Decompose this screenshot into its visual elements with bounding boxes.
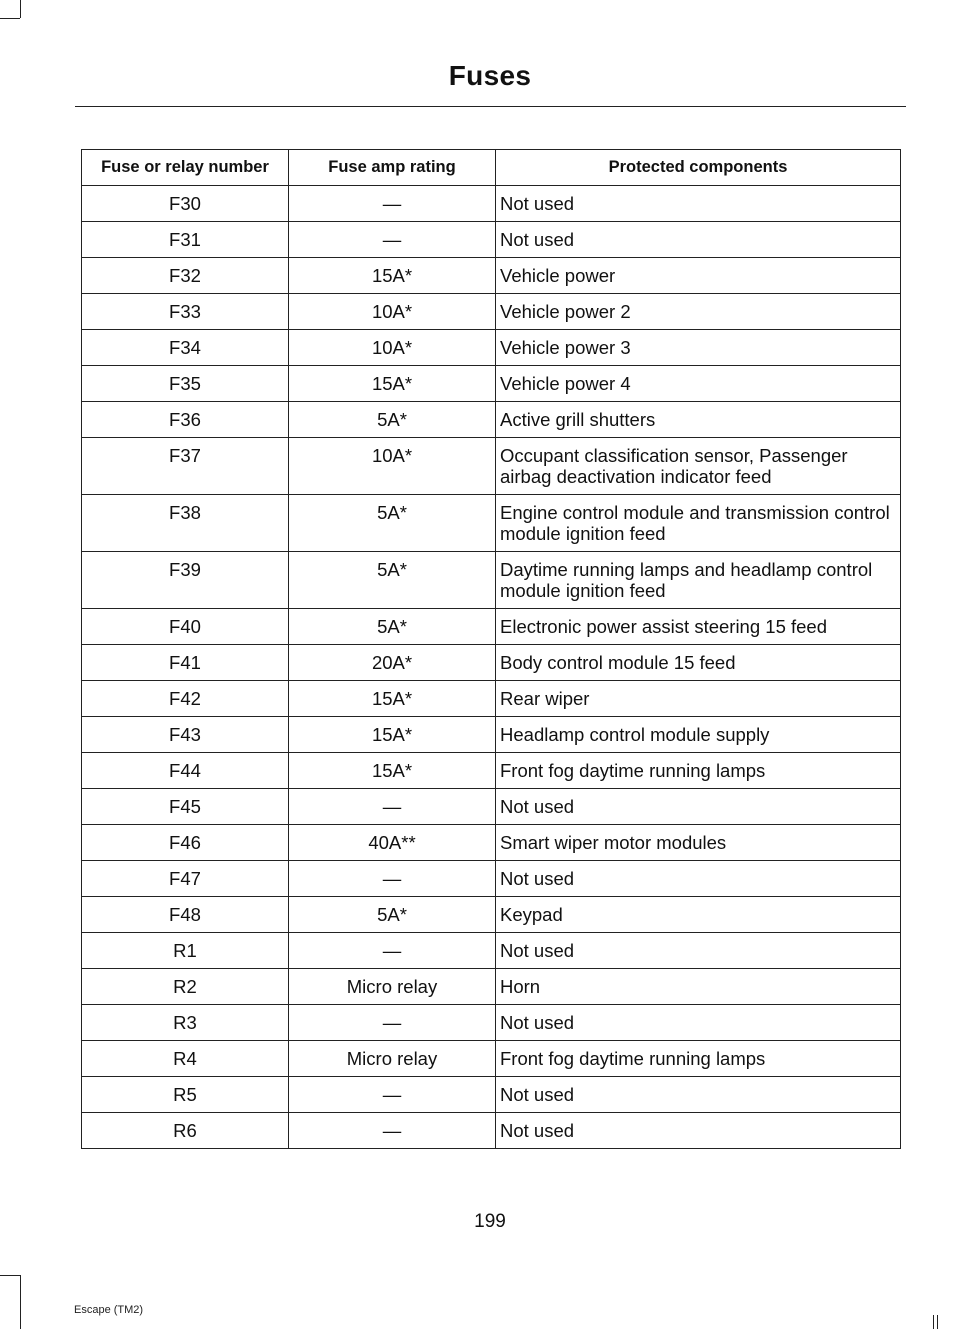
cell-fuse-number: F48 — [82, 897, 289, 933]
cell-fuse-number: F30 — [82, 186, 289, 222]
cell-protected-component: Not used — [496, 222, 901, 258]
cell-protected-component: Electronic power assist steering 15 feed — [496, 609, 901, 645]
cell-protected-component: Vehicle power — [496, 258, 901, 294]
cell-fuse-number: F35 — [82, 366, 289, 402]
cell-protected-component: Not used — [496, 933, 901, 969]
table-row — [82, 330, 901, 366]
table-header-row — [82, 150, 901, 186]
cell-amp-rating: 5A* — [289, 402, 496, 438]
cell-amp-rating: — — [289, 933, 496, 969]
cell-fuse-number: F32 — [82, 258, 289, 294]
cell-protected-component: Headlamp control module supply — [496, 717, 901, 753]
crop-mark-top-left-v — [20, 0, 21, 18]
header-amp-rating: Fuse amp rating — [289, 150, 496, 186]
cell-amp-rating: 15A* — [289, 366, 496, 402]
cell-fuse-number: F43 — [82, 717, 289, 753]
table-row — [82, 294, 901, 330]
cell-protected-component: Vehicle power 2 — [496, 294, 901, 330]
cell-fuse-number: F36 — [82, 402, 289, 438]
cell-fuse-number: F40 — [82, 609, 289, 645]
table-row — [82, 1005, 901, 1041]
cell-fuse-number: F42 — [82, 681, 289, 717]
table-row — [82, 717, 901, 753]
cell-fuse-number: F41 — [82, 645, 289, 681]
table-row — [82, 645, 901, 681]
cell-fuse-number: F39 — [82, 552, 289, 609]
cell-fuse-number: R5 — [82, 1077, 289, 1113]
cell-protected-component: Daytime running lamps and headlamp control module ignition feed — [496, 552, 901, 609]
cell-protected-component: Front fog daytime running lamps — [496, 753, 901, 789]
cell-fuse-number: F38 — [82, 495, 289, 552]
cell-fuse-number: R1 — [82, 933, 289, 969]
table-row — [82, 969, 901, 1005]
cell-fuse-number: F33 — [82, 294, 289, 330]
cell-protected-component: Body control module 15 feed — [496, 645, 901, 681]
cell-amp-rating: 10A* — [289, 438, 496, 495]
crop-mark-bottom-left-h — [0, 1275, 20, 1276]
cell-protected-component: Not used — [496, 1005, 901, 1041]
cell-protected-component: Not used — [496, 861, 901, 897]
cell-fuse-number: F44 — [82, 753, 289, 789]
cell-amp-rating: — — [289, 1005, 496, 1041]
cell-amp-rating: 5A* — [289, 552, 496, 609]
cell-protected-component: Rear wiper — [496, 681, 901, 717]
cell-protected-component: Not used — [496, 789, 901, 825]
cell-protected-component: Not used — [496, 1113, 901, 1149]
cell-fuse-number: R6 — [82, 1113, 289, 1149]
cell-protected-component: Front fog daytime running lamps — [496, 1041, 901, 1077]
cell-amp-rating: — — [289, 186, 496, 222]
cell-amp-rating: 5A* — [289, 495, 496, 552]
table-row — [82, 1113, 901, 1149]
cell-protected-component: Keypad — [496, 897, 901, 933]
cell-protected-component: Vehicle power 4 — [496, 366, 901, 402]
cell-fuse-number: R3 — [82, 1005, 289, 1041]
cell-amp-rating: 15A* — [289, 753, 496, 789]
table-row — [82, 681, 901, 717]
table-row — [82, 825, 901, 861]
table-row — [82, 495, 901, 552]
table-row — [82, 438, 901, 495]
cell-fuse-number: F34 — [82, 330, 289, 366]
cell-fuse-number: F31 — [82, 222, 289, 258]
cell-protected-component: Horn — [496, 969, 901, 1005]
cell-protected-component: Not used — [496, 186, 901, 222]
cell-amp-rating: 15A* — [289, 717, 496, 753]
cell-amp-rating: 5A* — [289, 897, 496, 933]
table-row — [82, 897, 901, 933]
page-number: 199 — [474, 1211, 506, 1232]
cell-amp-rating: — — [289, 1113, 496, 1149]
cell-amp-rating: 10A* — [289, 294, 496, 330]
cell-amp-rating: 5A* — [289, 609, 496, 645]
cell-amp-rating: — — [289, 861, 496, 897]
cell-protected-component: Not used — [496, 1077, 901, 1113]
table-row — [82, 1077, 901, 1113]
cell-fuse-number: F37 — [82, 438, 289, 495]
cell-amp-rating: Micro relay — [289, 1041, 496, 1077]
header-fuse-number: Fuse or relay number — [82, 150, 289, 186]
table-row — [82, 1041, 901, 1077]
crop-mark-bottom-right-v1 — [933, 1315, 934, 1329]
fuse-table-body — [82, 186, 901, 1149]
cell-protected-component: Vehicle power 3 — [496, 330, 901, 366]
cell-amp-rating: — — [289, 789, 496, 825]
crop-mark-bottom-right-v2 — [937, 1315, 938, 1329]
cell-protected-component: Smart wiper motor modules — [496, 825, 901, 861]
cell-protected-component: Engine control module and transmission control module ignition feed — [496, 495, 901, 552]
cell-fuse-number: F47 — [82, 861, 289, 897]
cell-amp-rating: 40A** — [289, 825, 496, 861]
footer-model: Escape (TM2) — [74, 1304, 144, 1316]
cell-fuse-number: R2 — [82, 969, 289, 1005]
table-row — [82, 186, 901, 222]
table-row — [82, 366, 901, 402]
cell-amp-rating: 15A* — [289, 258, 496, 294]
cell-protected-component: Occupant classification sensor, Passenger airbag deactivation indicator feed — [496, 438, 901, 495]
table-row — [82, 789, 901, 825]
cell-amp-rating: Micro relay — [289, 969, 496, 1005]
table-row — [82, 609, 901, 645]
cell-amp-rating: — — [289, 222, 496, 258]
table-row — [82, 552, 901, 609]
cell-amp-rating: 15A* — [289, 681, 496, 717]
crop-mark-bottom-left-v — [20, 1275, 21, 1329]
table-row — [82, 753, 901, 789]
cell-fuse-number: R4 — [82, 1041, 289, 1077]
cell-amp-rating: — — [289, 1077, 496, 1113]
cell-fuse-number: F46 — [82, 825, 289, 861]
cell-amp-rating: 20A* — [289, 645, 496, 681]
table-row — [82, 861, 901, 897]
header-protected-components: Protected components — [496, 150, 901, 186]
table-row — [82, 402, 901, 438]
table-row — [82, 258, 901, 294]
crop-mark-top-left-h — [0, 18, 20, 19]
table-row — [82, 222, 901, 258]
cell-amp-rating: 10A* — [289, 330, 496, 366]
title-rule — [75, 106, 906, 107]
cell-fuse-number: F45 — [82, 789, 289, 825]
table-row — [82, 933, 901, 969]
page-title: Fuses — [448, 60, 532, 91]
fuse-table — [81, 149, 901, 1149]
cell-protected-component: Active grill shutters — [496, 402, 901, 438]
